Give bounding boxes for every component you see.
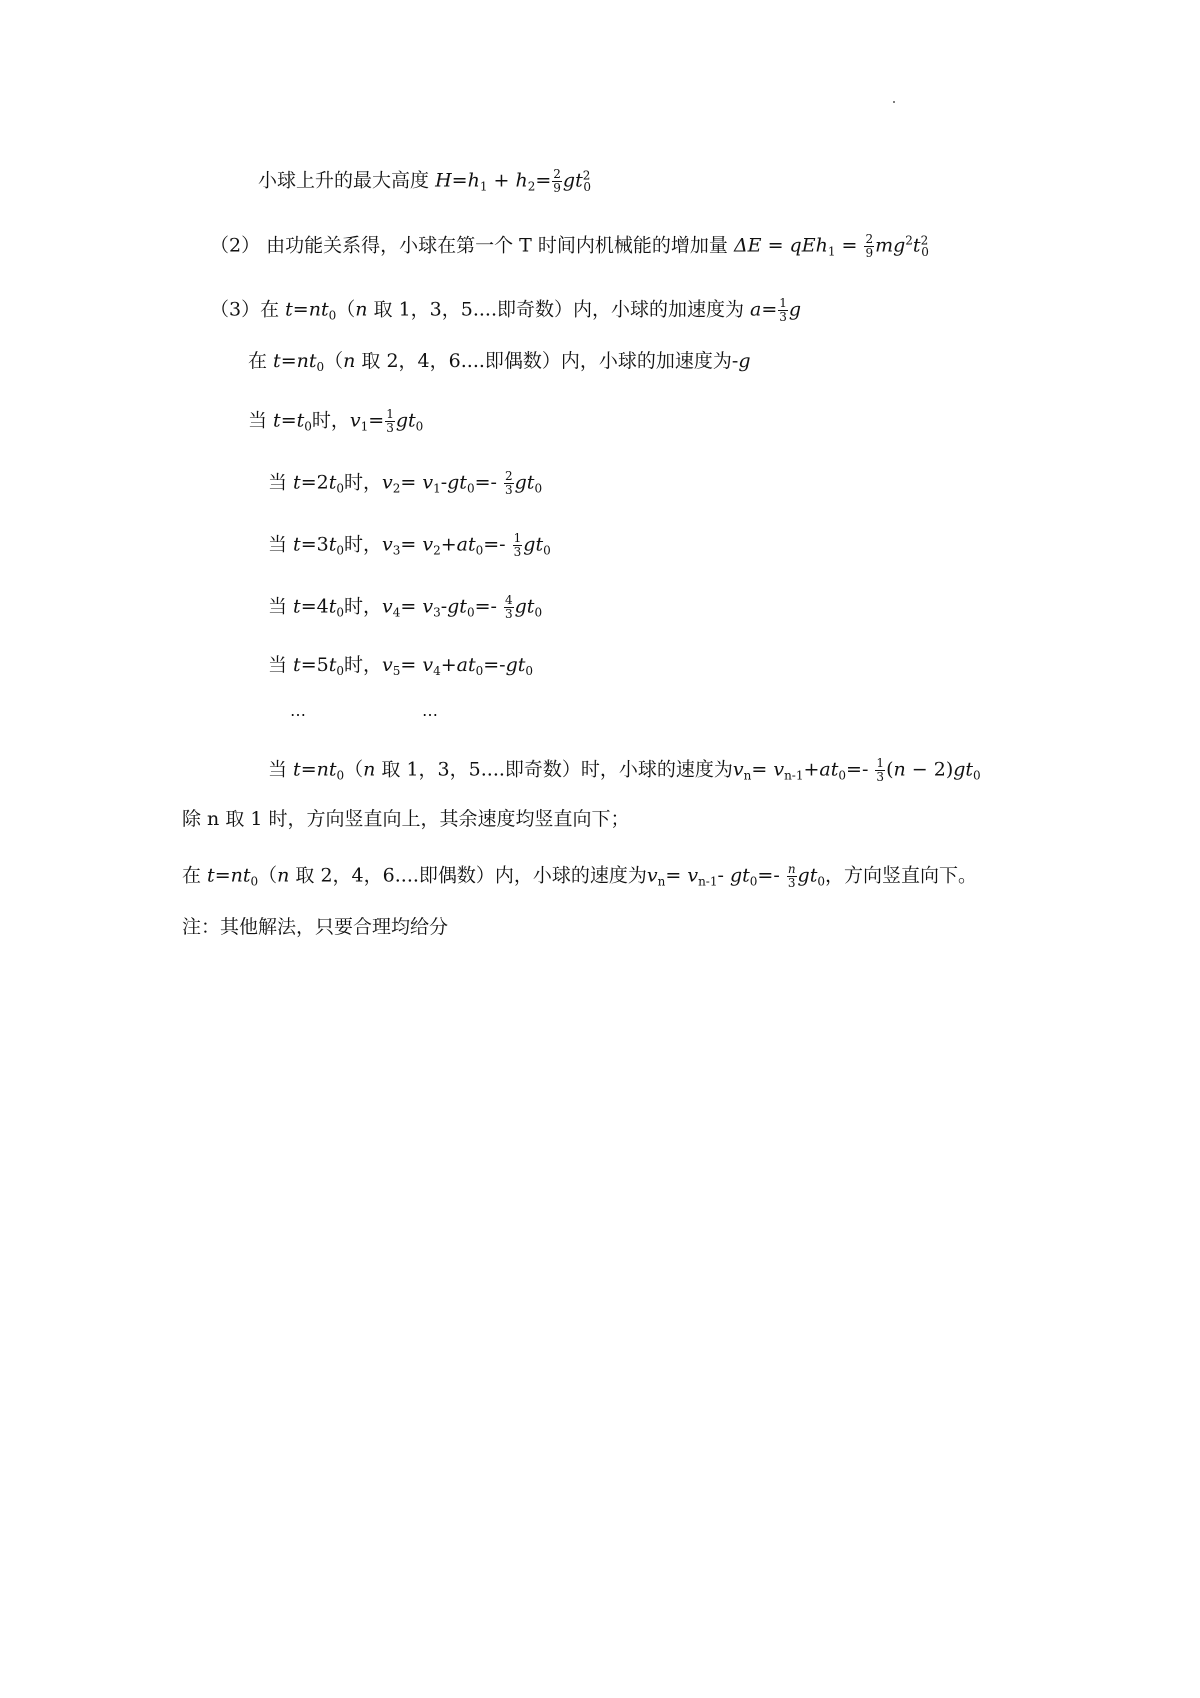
- note-line: [182, 918, 448, 937]
- v4-a: 当: [268, 595, 294, 618]
- even-accel-line: 在 $t=nt_0(n$ 取 2，4，6....即偶数）内，小球的加速度为-g: [248, 350, 751, 374]
- page-dot: [893, 101, 895, 103]
- energy-eq: ΔE = qEh: [733, 234, 828, 257]
- max-height-line: 小球上升的最大高度 $H=h_1 + h_2=$ $\frac{2}{9}$ $gt^2_0$: [258, 167, 591, 195]
- ellipsis-right: …: [422, 701, 438, 720]
- odd-accel-c: 取 1，3，5....即奇数）内，小球的加速度为: [367, 298, 751, 321]
- v3-line: 当 $t=3t_0$时，$v_3= v_2+at_0=-$ $\frac{1}{3}$ $gt_0$: [268, 531, 551, 559]
- v2-line: 当 $t=2t_0$时，$v_2= v_1-gt_0=-$ $\frac{2}{3}$ $gt_0$: [268, 469, 543, 497]
- odd-velocity-line: 当 $t=nt_0(n$ 取 1，3，5....即奇数）时，小球的速度为$v_n= v_{n-1}+at_0=-$ $\frac{1}{3}$ $(n - 2)gt_0$: [268, 756, 981, 784]
- odd-accel-a: 在: [260, 298, 286, 321]
- v4-b: 时，: [343, 595, 382, 618]
- part3-label: （3）: [210, 298, 261, 321]
- odd-velocity-a: 当: [268, 758, 294, 781]
- energy-text: 由功能关系得，小球在第一个 T 时间内机械能的增加量: [266, 234, 728, 257]
- odd-velocity-b: （: [344, 758, 364, 781]
- even-velocity-a: 在: [182, 864, 208, 887]
- v1-a: 当: [248, 409, 274, 432]
- v5-b: 时，: [343, 654, 382, 676]
- v2-a: 当: [268, 471, 294, 494]
- even-velocity-line: 在 $t=nt_0(n$ 取 2，4，6....即偶数）内，小球的速度为$v_n= v_{n-1}-$ $gt_0=-$ $\frac{n}{3}$ $gt_0$，方向竖直向下。: [182, 862, 978, 890]
- ellipsis-left: …: [290, 701, 306, 720]
- odd-velocity-c: 取 1，3，5....即奇数）时，小球的速度为: [375, 758, 733, 781]
- direction-line: [182, 810, 630, 829]
- odd-accel-b: （: [336, 298, 356, 321]
- v5-a: 当: [268, 654, 294, 676]
- v3-b: 时，: [343, 533, 382, 556]
- v4-line: 当 $t=4t_0$时，$v_4= v_3-gt_0=-$ $\frac{4}{3}$ $gt_0$: [268, 593, 543, 621]
- part2-label: （2）: [210, 234, 261, 257]
- v1-b: 时，: [311, 409, 350, 432]
- even-velocity-b: （: [258, 864, 278, 887]
- v2-b: 时，: [343, 471, 382, 494]
- even-accel-b: （: [324, 350, 344, 372]
- direction-text: 除 n 取 1 时，方向竖直向上，其余速度均竖直向下；: [182, 808, 630, 830]
- note-text: 注：其他解法，只要合理均给分: [182, 916, 449, 938]
- max-height-text: 小球上升的最大高度: [258, 169, 430, 192]
- odd-accel-line: （3）在 $t=nt_0(n$ 取 1，3，5....即奇数）内，小球的加速度为 a= $\frac{1}{3}$ g: [210, 296, 802, 324]
- v5-line: 当 $t=5t_0$时，$v_5= v_4+at_0=-gt_0$: [268, 654, 534, 678]
- even-accel-c: 取 2，4，6....即偶数）内，小球的加速度为-: [355, 350, 739, 372]
- energy-mg: mg: [875, 234, 906, 257]
- even-accel-a: 在: [248, 350, 274, 372]
- v3-a: 当: [268, 533, 294, 556]
- even-velocity-d: ，方向竖直向下。: [825, 864, 978, 887]
- even-velocity-c: 取 2，4，6....即偶数）内，小球的速度为: [289, 864, 647, 887]
- energy-line: （2） 由功能关系得，小球在第一个 T 时间内机械能的增加量 ΔE = qEh$_1$ = $\frac{2}{9}$ $mg^2t^2_0$: [210, 232, 929, 260]
- v1-line: 当 $t=t_0$时，$v_1=$ $\frac{1}{3}$ $gt_0$: [248, 407, 424, 435]
- max-height-gt: gt: [562, 169, 583, 192]
